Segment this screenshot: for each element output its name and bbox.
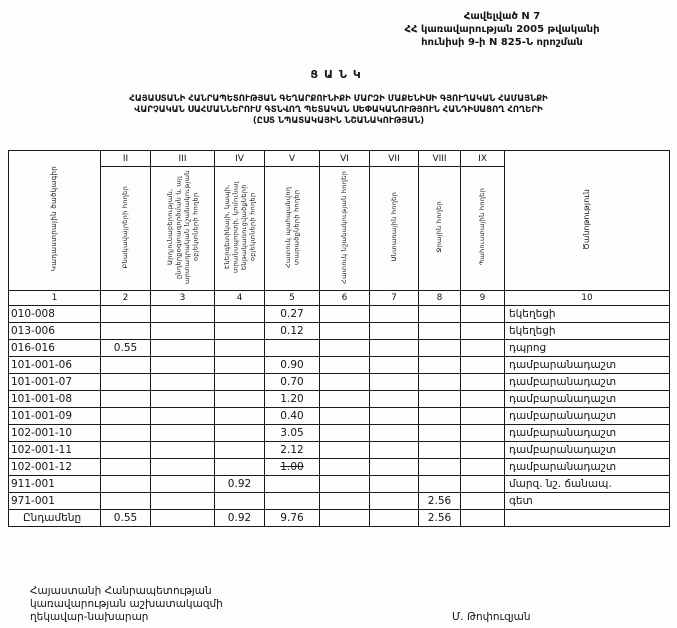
cell-value	[215, 323, 265, 340]
cell-value	[419, 442, 461, 459]
cell-note: դամբարանադաշտ	[505, 459, 670, 476]
column-number: 4	[215, 291, 265, 306]
column-number: 7	[370, 291, 419, 306]
cell-value	[101, 476, 151, 493]
cell-value	[461, 391, 505, 408]
cell-note: դամբարանադաշտ	[505, 425, 670, 442]
cell-value: 1.20	[265, 391, 320, 408]
total-value	[370, 510, 419, 527]
appendix-line-2: ՀՀ կառավարության 2005 թվականի	[404, 24, 600, 35]
title-line-2: ՎԱՐՉԱԿԱՆ ՍԱՀՄԱՆՆԵՐՈՒՄ ԳՏՆՎՈՂ ՊԵՏԱԿԱՆ ՍԵՓԱԿԱՆՈՒԹՅՈՒՆ ՀԱՆԴԻՍԱՑՈՂ ՀՈՂԵՐԻ	[134, 105, 543, 115]
cell-value	[461, 476, 505, 493]
category-header-cell	[461, 167, 505, 291]
cell-value	[101, 391, 151, 408]
cell-value	[215, 425, 265, 442]
cell-value	[320, 306, 370, 323]
cell-note: դամբարանադաշտ	[505, 408, 670, 425]
column-number: 3	[151, 291, 215, 306]
cell-code: 102-001-10	[9, 425, 101, 442]
cell-value	[370, 408, 419, 425]
cell-note: դամբարանադաշտ	[505, 442, 670, 459]
cell-value	[151, 459, 215, 476]
category-header-cell	[151, 167, 215, 291]
roman-numeral-header-row	[9, 151, 670, 167]
cell-code: 102-001-12	[9, 459, 101, 476]
category-header: Էներգետիկայի, կապի, տրանսպորտի, կոմունալ ենթակառուցվածքների օբյեկտների հողեր	[222, 181, 256, 273]
cell-value	[101, 323, 151, 340]
appendix-line-1: Հավելված N 7	[463, 11, 541, 22]
doc-type-title: ՑԱՆԿ	[310, 68, 367, 81]
corner-header-cell	[9, 151, 101, 291]
cell-value	[419, 357, 461, 374]
category-header-cell	[101, 167, 151, 291]
cell-value	[370, 391, 419, 408]
cell-code: 101-001-09	[9, 408, 101, 425]
cell-value	[320, 425, 370, 442]
column-number: 6	[320, 291, 370, 306]
total-value: 2.56	[419, 510, 461, 527]
note-header-cell	[505, 151, 670, 291]
cell-value	[461, 357, 505, 374]
roman-header: II	[101, 151, 151, 167]
cell-value	[419, 391, 461, 408]
cell-value	[370, 323, 419, 340]
cell-value	[370, 476, 419, 493]
cell-value	[101, 306, 151, 323]
roman-header: VI	[320, 151, 370, 167]
cell-note: եկեղեցի	[505, 323, 670, 340]
cell-value	[370, 357, 419, 374]
cell-value	[419, 374, 461, 391]
category-header-cell	[419, 167, 461, 291]
category-header: Անտառային հողեր	[389, 192, 398, 262]
cell-code: 101-001-06	[9, 357, 101, 374]
cell-value	[151, 340, 215, 357]
table-row	[9, 357, 670, 374]
category-header: Պահուստային հողեր	[478, 188, 487, 266]
cell-code: 101-001-08	[9, 391, 101, 408]
main-title	[0, 94, 677, 127]
cell-value	[370, 374, 419, 391]
column-number: 10	[505, 291, 670, 306]
category-header: Արդյունաբերության, ընդերքօգտագործման և այլ արտադրական նշանակության օբյեկտների հողեր	[165, 170, 199, 284]
cell-code: 102-001-11	[9, 442, 101, 459]
column-number: 5	[265, 291, 320, 306]
signatory-name: Մ. Թոփուզյան	[452, 611, 531, 623]
cell-value	[320, 340, 370, 357]
table-row	[9, 306, 670, 323]
cell-value: 0.27	[265, 306, 320, 323]
total-value: 0.55	[101, 510, 151, 527]
cell-value	[370, 340, 419, 357]
total-value	[320, 510, 370, 527]
category-header: Հատուկ նշանակության հողեր	[340, 170, 349, 284]
table-row	[9, 493, 670, 510]
cell-value: 0.12	[265, 323, 320, 340]
cell-value: 3.05	[265, 425, 320, 442]
cell-value	[461, 493, 505, 510]
cell-value	[320, 323, 370, 340]
column-number: 9	[461, 291, 505, 306]
roman-header: VII	[370, 151, 419, 167]
cell-value	[419, 323, 461, 340]
cell-value	[320, 476, 370, 493]
table-row	[9, 459, 670, 476]
cell-value	[419, 408, 461, 425]
cell-value	[320, 442, 370, 459]
cell-value	[151, 374, 215, 391]
cell-value	[461, 306, 505, 323]
table-row	[9, 476, 670, 493]
cell-value	[215, 459, 265, 476]
cell-value	[215, 340, 265, 357]
cell-value	[461, 323, 505, 340]
column-number: 8	[419, 291, 461, 306]
cell-value	[320, 391, 370, 408]
cell-value	[101, 425, 151, 442]
cell-value	[419, 476, 461, 493]
cell-value	[101, 374, 151, 391]
cell-value	[461, 340, 505, 357]
cell-value	[101, 442, 151, 459]
cell-value-corrected: 1.00	[265, 459, 320, 476]
cell-value	[151, 493, 215, 510]
cell-value	[419, 306, 461, 323]
cell-note: դամբարանադաշտ	[505, 374, 670, 391]
cell-value	[151, 306, 215, 323]
cell-value	[370, 459, 419, 476]
cell-value	[370, 306, 419, 323]
cell-value	[151, 323, 215, 340]
cell-value	[320, 374, 370, 391]
roman-header: IX	[461, 151, 505, 167]
cell-value: 2.12	[265, 442, 320, 459]
category-header: Ջրային հողեր	[435, 201, 444, 253]
title-line-3: (ԸՍՏ ՆՊԱՏԱԿԱՅԻՆ ՆՇԱՆԱԿՈՒԹՅԱՆ)	[252, 116, 425, 126]
appendix-block	[367, 10, 637, 49]
cell-value	[265, 340, 320, 357]
table-row	[9, 408, 670, 425]
cell-value	[461, 442, 505, 459]
table-row	[9, 442, 670, 459]
cell-value	[461, 425, 505, 442]
roman-header: IV	[215, 151, 265, 167]
cell-value	[101, 408, 151, 425]
cell-value	[151, 357, 215, 374]
table-row	[9, 425, 670, 442]
cadastral-code-header: Կադաստրային ծածկագիր	[49, 166, 58, 272]
cell-value	[101, 459, 151, 476]
cell-value	[370, 493, 419, 510]
note-header: Ծանոթություն	[582, 188, 592, 250]
cell-value	[215, 408, 265, 425]
cell-value	[461, 374, 505, 391]
table-row	[9, 340, 670, 357]
category-header-cell	[370, 167, 419, 291]
cell-code: 911-001	[9, 476, 101, 493]
land-parcel-table	[8, 150, 670, 527]
cell-value: 0.70	[265, 374, 320, 391]
cell-value	[461, 459, 505, 476]
column-number: 2	[101, 291, 151, 306]
cell-note: գետ	[505, 493, 670, 510]
roman-header: V	[265, 151, 320, 167]
cell-value	[419, 459, 461, 476]
category-header-cell	[265, 167, 320, 291]
cell-note: մարզ. նշ. ճանապ.	[505, 476, 670, 493]
total-value: 0.92	[215, 510, 265, 527]
signatory-title-line-2: կառավարության աշխատակազմի	[30, 598, 223, 610]
category-header: Բնակավայրերի հողեր	[121, 185, 130, 269]
column-number-row	[9, 291, 670, 306]
category-header-cell	[320, 167, 370, 291]
category-header-cell	[215, 167, 265, 291]
total-row	[9, 510, 670, 527]
cell-value	[419, 425, 461, 442]
cell-note: եկեղեցի	[505, 306, 670, 323]
signatory-title-line-1: Հայաստանի Հանրապետության	[30, 585, 212, 597]
cell-code: 101-001-07	[9, 374, 101, 391]
cell-value	[151, 442, 215, 459]
cell-value: 0.90	[265, 357, 320, 374]
total-value	[461, 510, 505, 527]
cell-value	[151, 391, 215, 408]
table-row	[9, 374, 670, 391]
cell-value	[215, 306, 265, 323]
total-label: Ընդամենը	[9, 510, 101, 527]
cell-value	[151, 425, 215, 442]
cell-value: 0.40	[265, 408, 320, 425]
signatory-title-line-3: ղեկավար-նախարար	[30, 611, 149, 623]
cell-value	[320, 408, 370, 425]
cell-value	[419, 340, 461, 357]
cell-value	[370, 442, 419, 459]
cell-value: 0.92	[215, 476, 265, 493]
cell-value	[320, 459, 370, 476]
category-header: Հատուկ պահպանվող տարածքների հողեր	[283, 186, 300, 268]
cell-value	[265, 493, 320, 510]
table-row	[9, 323, 670, 340]
cell-note: դամբարանադաշտ	[505, 357, 670, 374]
cell-value	[101, 493, 151, 510]
cell-code: 971-001	[9, 493, 101, 510]
cell-value	[320, 357, 370, 374]
cell-value	[461, 408, 505, 425]
total-value	[151, 510, 215, 527]
signatory-title-block	[30, 585, 223, 624]
title-line-1: ՀԱՅԱՍՏԱՆԻ ՀԱՆՐԱՊԵՏՈՒԹՅԱՆ ԳԵՂԱՐՔՈՒՆԻՔԻ ՄԱՐԶԻ ՄԱՔԵՆԻՍԻ ԳՅՈՒՂԱԿԱՆ ՀԱՄԱՅՆՔԻ	[129, 94, 548, 104]
cell-value	[265, 476, 320, 493]
cell-value	[151, 408, 215, 425]
appendix-line-3: հունիսի 9-ի N 825-Ն որոշման	[421, 37, 583, 48]
cell-value	[215, 374, 265, 391]
cell-value	[320, 493, 370, 510]
table-row	[9, 391, 670, 408]
column-number: 1	[9, 291, 101, 306]
cell-value	[215, 493, 265, 510]
cell-value	[151, 476, 215, 493]
total-value: 9.76	[265, 510, 320, 527]
roman-header: VIII	[419, 151, 461, 167]
cell-code: 013-006	[9, 323, 101, 340]
roman-header: III	[151, 151, 215, 167]
cell-value	[215, 391, 265, 408]
cell-value	[101, 357, 151, 374]
cell-value	[215, 357, 265, 374]
cell-value	[215, 442, 265, 459]
cell-note: դամբարանադաշտ	[505, 391, 670, 408]
cell-value: 0.55	[101, 340, 151, 357]
cell-note: դպրոց	[505, 340, 670, 357]
cell-value: 2.56	[419, 493, 461, 510]
total-note	[505, 510, 670, 527]
cell-value	[370, 425, 419, 442]
cell-code: 010-008	[9, 306, 101, 323]
cell-code: 016-016	[9, 340, 101, 357]
